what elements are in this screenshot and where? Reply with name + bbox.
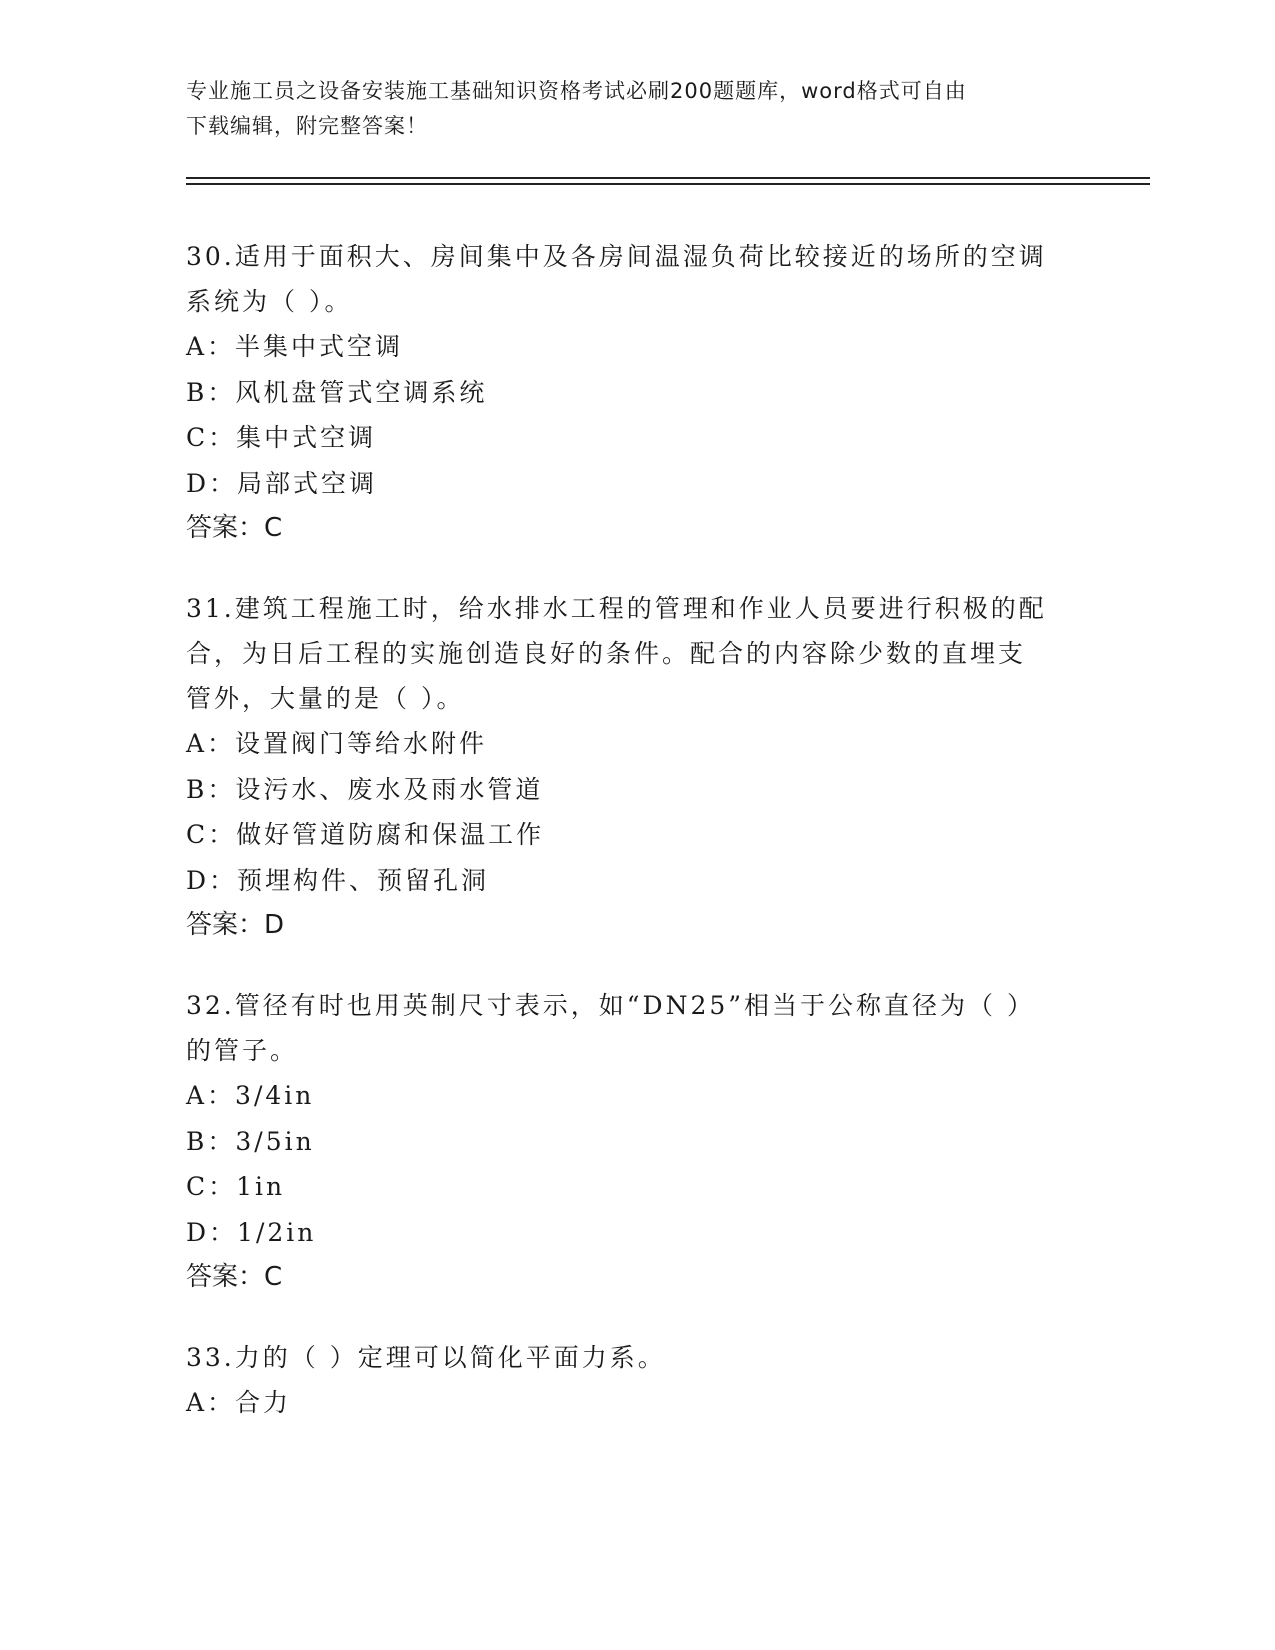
- question-31: [186, 586, 1086, 947]
- question-30: [186, 234, 1086, 550]
- document-header: [186, 74, 1076, 144]
- question-stem-line: 的管子。: [186, 1036, 299, 1065]
- question-stem-line: 合，为日后工程的实施创造良好的条件。配合的内容除少数的直埋支: [186, 639, 1027, 668]
- option-b: B：3/5in: [186, 1126, 315, 1156]
- answer: 答案：C: [186, 513, 283, 543]
- option-c: C：集中式空调: [186, 423, 377, 452]
- header-divider-bottom: [186, 183, 1150, 185]
- question-stem-line: 系统为（ ）。: [186, 287, 353, 316]
- option-d: D：预埋构件、预留孔洞: [186, 865, 490, 895]
- header-line-1: 专业施工员之设备安装施工基础知识资格考试必刷200题题库，word格式可自由: [186, 79, 967, 103]
- option-a: A：半集中式空调: [186, 332, 404, 361]
- question-list: [186, 234, 1086, 1462]
- option-a: A：设置阀门等给水附件: [186, 729, 488, 758]
- question-32: [186, 983, 1086, 1299]
- option-d: D：局部式空调: [186, 468, 378, 498]
- header-divider-top: [186, 177, 1150, 179]
- question-33: [186, 1335, 1086, 1426]
- option-b: B：设污水、废水及雨水管道: [186, 774, 544, 804]
- question-stem-line: 31.建筑工程施工时，给水排水工程的管理和作业人员要进行积极的配: [186, 594, 1047, 623]
- option-a: A：合力: [186, 1388, 292, 1417]
- answer: 答案：D: [186, 910, 285, 940]
- answer: 答案：C: [186, 1262, 283, 1292]
- option-c: C：做好管道防腐和保温工作: [186, 820, 545, 849]
- question-stem-line: 管外，大量的是（ ）。: [186, 684, 465, 713]
- option-d: D：1/2in: [186, 1217, 317, 1247]
- question-stem-line: 32.管径有时也用英制尺寸表示，如“DN25”相当于公称直径为（ ）: [186, 991, 1035, 1020]
- option-c: C：1in: [186, 1172, 286, 1201]
- header-line-2: 下载编辑，附完整答案！: [186, 114, 428, 138]
- option-b: B：风机盘管式空调系统: [186, 377, 488, 407]
- option-a: A：3/4in: [186, 1081, 315, 1110]
- question-stem-line: 33.力的（ ）定理可以简化平面力系。: [186, 1343, 666, 1372]
- question-stem-line: 30.适用于面积大、房间集中及各房间温湿负荷比较接近的场所的空调: [186, 242, 1047, 271]
